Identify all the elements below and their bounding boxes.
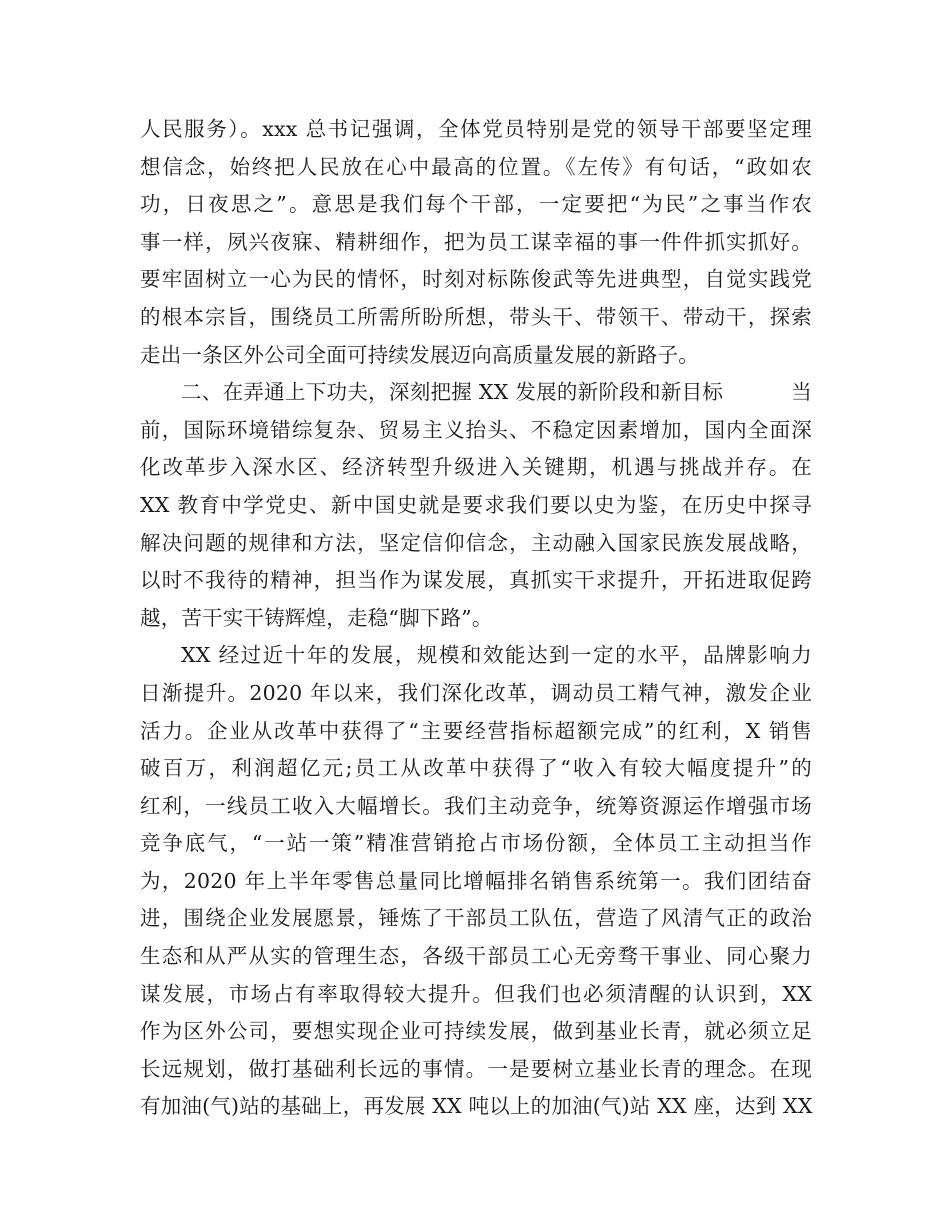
text-line: 日渐提升。2020 年以来，我们深化改革，调动员工精气神，激发企业: [140, 680, 812, 705]
text-line: 要牢固树立一心为民的情怀，时刻对标陈俊武等先进典型，自觉实践党: [140, 267, 812, 292]
text-line: 破百万，利润超亿元;员工从改革中获得了“收入有较大幅度提升”的: [140, 756, 812, 781]
text-line: 事一样，夙兴夜寐、精耕细作，把为员工谋幸福的事一件件抓实抓好。: [140, 229, 812, 254]
text-line: 前，国际环境错综复杂、贸易主义抬头、不稳定因素增加，国内全面深: [140, 417, 812, 442]
text-line: 红利，一线员工收入大幅增长。我们主动竞争，统筹资源运作增强市场: [140, 793, 812, 818]
text-line: 功，日夜思之”。意思是我们每个干部，一定要把“为民”之事当作农: [140, 192, 812, 217]
text-line: 走出一条区外公司全面可持续发展迈向高质量发展的新路子。: [140, 342, 699, 367]
text-line: 谋发展，市场占有率取得较大提升。但我们也必须清醒的认识到，XX: [140, 981, 812, 1006]
text-line: 化改革步入深水区、经济转型升级进入关键期，机遇与挑战并存。在: [140, 455, 812, 480]
text-line: XX 教育中学党史、新中国史就是要求我们要以史为鉴，在历史中探寻: [140, 492, 812, 517]
document-body: [140, 111, 812, 1126]
paragraph-2: [140, 374, 812, 637]
text-line: 人民服务）。xxx 总书记强调，全体党员特别是党的领导干部要坚定理: [140, 117, 812, 141]
text-line: 想信念，始终把人民放在心中最高的位置。《左传》有句话，“政如农: [140, 154, 812, 179]
text-line: 生态和从严从实的管理生态，各级干部员工心无旁骛干事业、同心聚力: [140, 944, 812, 969]
text-line: 越，苦干实干铸辉煌，走稳“脚下路”。: [140, 605, 493, 630]
text-line: 活力。企业从改革中获得了“主要经营指标超额完成”的红利，X 销售: [140, 718, 812, 743]
text-line: 解决问题的规律和方法，坚定信仰信念，主动融入国家民族发展战略，: [140, 530, 812, 555]
text-line: 进，围绕企业发展愿景，锤炼了干部员工队伍，营造了风清气正的政治: [140, 906, 812, 931]
text-line: 的根本宗旨，围绕员工所需所盼所想，带头干、带领干、带动干，探索: [140, 304, 812, 329]
text-line: 作为区外公司，要想实现企业可持续发展，做到基业长青，就必须立足: [140, 1019, 812, 1044]
text-line: 有加油(气)站的基础上，再发展 XX 吨以上的加油(气)站 XX 座，达到 XX: [140, 1094, 813, 1119]
paragraph-1: [140, 111, 812, 374]
text-line: 竞争底气，“一站一策”精准营销抢占市场份额，全体员工主动担当作: [140, 831, 812, 856]
text-line: 以时不我待的精神，担当作为谋发展，真抓实干求提升，开拓进取促跨: [140, 568, 812, 593]
text-line: 为，2020 年上半年零售总量同比增幅排名销售系统第一。我们团结奋: [140, 868, 812, 893]
paragraph-3: [140, 637, 812, 1126]
section-heading-line: 二、在弄通上下功夫，深刻把握 XX 发展的新阶段和新目标 当: [181, 380, 812, 405]
text-line: 长远规划，做打基础利长远的事情。一是要树立基业长青的理念。在现: [140, 1056, 812, 1081]
text-line: XX 经过近十年的发展，规模和效能达到一定的水平，品牌影响力: [181, 643, 812, 668]
